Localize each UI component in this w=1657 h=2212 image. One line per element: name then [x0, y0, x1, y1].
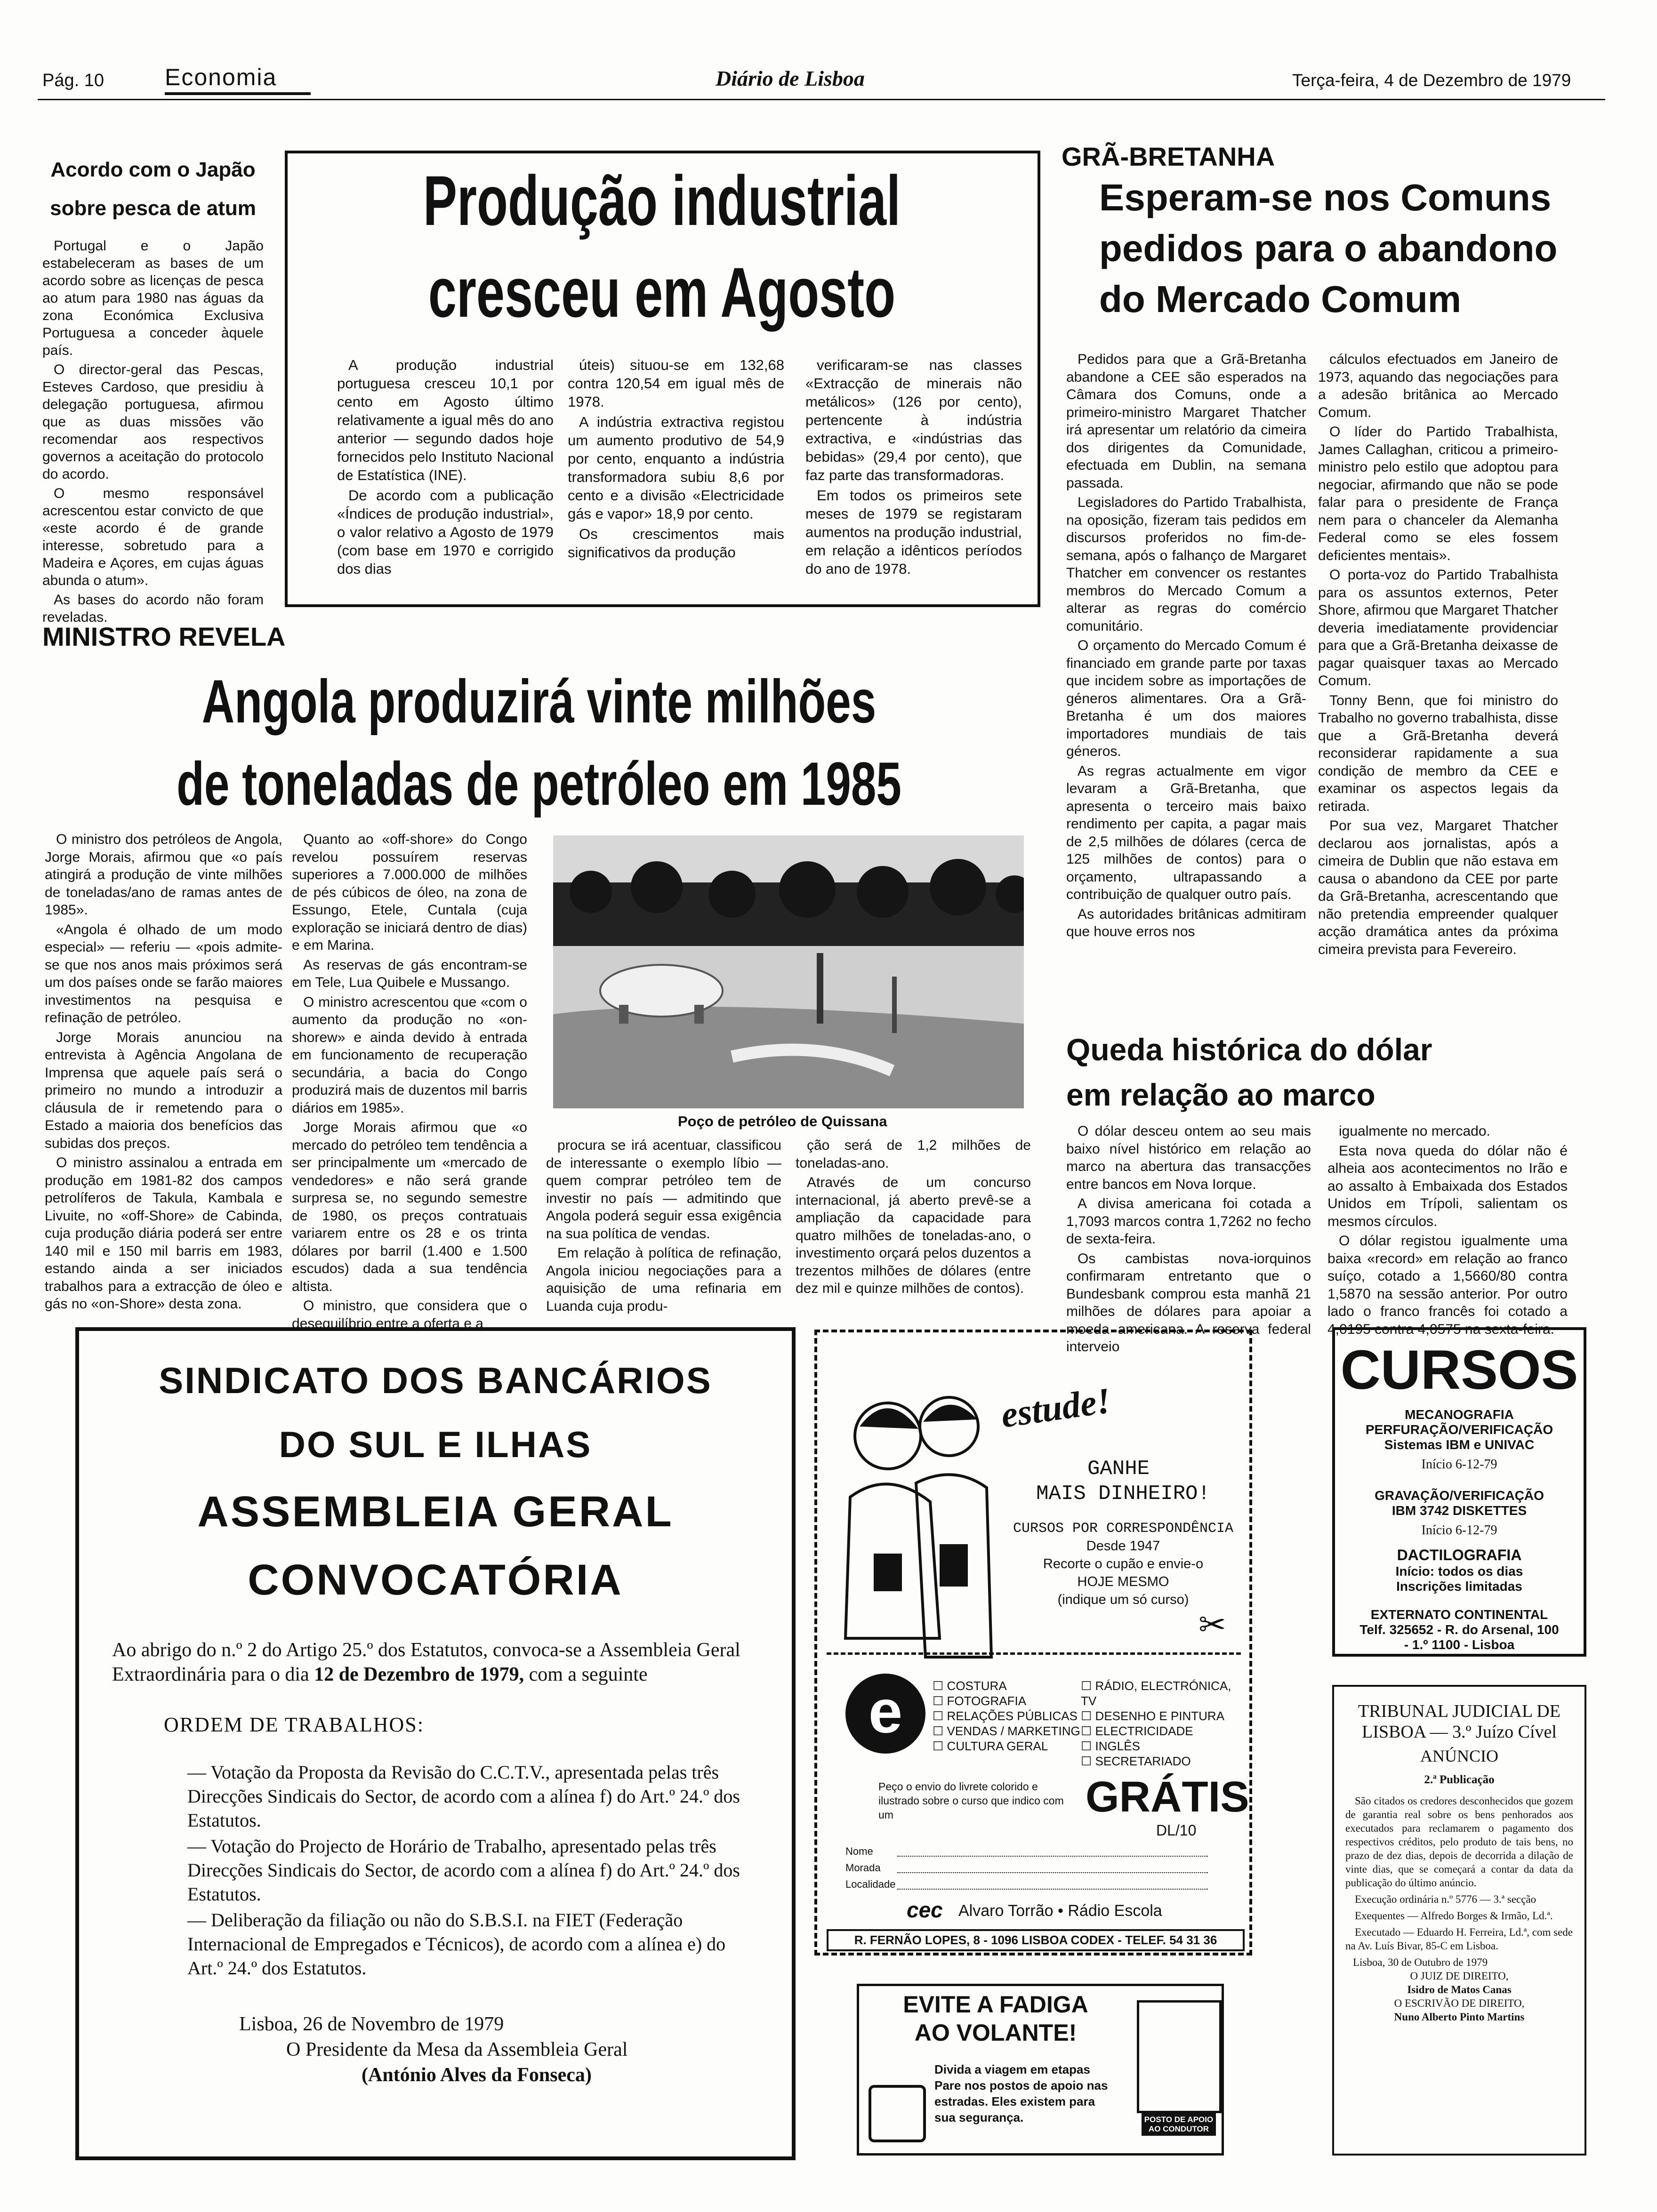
- industrial-headline-1: Produção industrial: [423, 161, 901, 240]
- angola-col1: [45, 831, 282, 1315]
- paragraph: O ministro, que considera que o desequilíbrio entre a oferta e a: [292, 1298, 527, 1331]
- paragraph: O líder do Partido Trabalhista, James Callaghan, criticou a primeiro-ministro pelo estilo que adoptou para negociar, afirmando que não se pode falar para o presidente de França nem para o chanceler da Alemanha Federal como se eles fossem deficientes mentais».: [1318, 424, 1558, 563]
- paragraph: «Angola é olhado de um modo especial» — referiu — «pois admite-se que nos anos mais próximos será um dos países onde se farão maiores investimentos na pesquisa e refinação de petróleo.: [45, 922, 282, 1026]
- angola-headline-2: de toneladas de petróleo em 1985: [177, 749, 901, 818]
- paragraph: Esta nova queda do dólar não é alheia aos acontecimentos no Irão e ao assalto à Embaixada dos Estados Unidos em Trípoli, salientam os mesmos círculos.: [1327, 1143, 1568, 1229]
- paragraph: Através de um concurso internacional, já aberto prevê-se a ampliação da capacidade para quatro milhões de toneladas-ano, o investimento orçará pelos duzentos a trezentos milhões de dólares (entre dez mil e quinze milhões de contos).: [796, 1175, 1031, 1296]
- angola-col2: [292, 831, 527, 1334]
- cursos-l11: EXTERNATO CONTINENTAL: [1370, 1607, 1548, 1622]
- photo-caption: Poço de petróleo de Quissana: [678, 1113, 887, 1130]
- paragraph: O dólar desceu ontem ao seu mais baixo nível histórico em relação ao marco na abertura das transacções entre bancos em Nova Iorque.: [1066, 1123, 1311, 1192]
- coupon-code: DL/10: [1156, 1822, 1197, 1839]
- paragraph: igualmente no mercado.: [1339, 1123, 1490, 1139]
- cursos-l8: DACTILOGRAFIA: [1397, 1547, 1522, 1563]
- course-option[interactable]: ☐ ELECTRICIDADE: [1081, 1724, 1193, 1738]
- cursos-l5: GRAVAÇÃO/VERIFICAÇÃO: [1375, 1488, 1544, 1503]
- angola-col4: [796, 1137, 1031, 1299]
- peco-text: Peço o envio do livrete colorido e ilustrado sobre o curso que indico com um: [878, 1780, 1064, 1821]
- sindicato-sign-date: Lisboa, 26 de Novembro de 1979: [239, 2013, 504, 2035]
- form-name-field[interactable]: [897, 1855, 1208, 1857]
- tribunal-escrivao: O ESCRIVÃO DE DIREITO,: [1394, 1997, 1525, 2009]
- meeting-date: 12 de Dezembro de 1979,: [314, 1664, 524, 1685]
- estude-text: estude!: [998, 1379, 1113, 1435]
- oil-well-photo: [553, 835, 1024, 1108]
- industrial-box: [285, 151, 1040, 607]
- paragraph: Jorge Morais afirmou que «o mercado do petróleo tem tendência a ser principalmente um «mercado de vendedores» e não será grande surpresa se, no segundo semestre de 1980, os preços contratuais variarem entre os 28 e os trinta dólares por barril (1.400 e 1.500 escudos) dada a sua tendência altista.: [292, 1120, 527, 1294]
- paragraph: Quanto ao «off-shore» do Congo revelou possuírem reservas superiores a 7.000.000 de milhões de pés cúbicos de óleo, na zona de Essungo, Etele, Cuntala (cuja exploração se iniciará dentro de dias) e em Marina.: [292, 832, 527, 953]
- agenda-item: — Votação do Projecto de Horário de Trabalho, apresentado pelas três Direcções Sindicais do Sector, de acordo com a alínea f) do Art.º 24.º dos Estatutos.: [187, 1835, 740, 1905]
- course-option[interactable]: ☐ COSTURA: [933, 1679, 1007, 1693]
- cursos-ad: [1332, 1327, 1586, 1657]
- ordem-title: ORDEM DE TRABALHOS:: [164, 1713, 425, 1736]
- paragraph: As regras actualmente em vigor levaram a Grã-Bretanha, que apresenta o terceiro mais baixo rendimento per capita, a pagar mais de 2,5 milhões de dólares (cerca de 125 milhões de contos) para o orçamento, ultrapassando a contribuição de qualquer outro país.: [1066, 763, 1306, 902]
- ordem-items: [187, 1760, 754, 1980]
- cursos-l3: Sistemas IBM e UNIVAC: [1384, 1437, 1535, 1452]
- course-option[interactable]: ☐ RÁDIO, ELECTRÓNICA, TV: [1081, 1679, 1231, 1708]
- sindicato-sign-role: O Presidente da Mesa da Assembleia Geral: [286, 2039, 628, 2060]
- tribunal-exec-1: Execução ordinária n.º 5776 — 3.ª secção: [1355, 1893, 1536, 1905]
- sindicato-line-4: CONVOCATÓRIA: [248, 1556, 623, 1604]
- form-city-label: Localidade: [845, 1878, 896, 1890]
- fadiga-ad: [857, 1984, 1224, 2156]
- paragraph: As reservas de gás encontram-se em Tele, Lua Quibele e Mussango.: [292, 957, 527, 990]
- paragraph: O mesmo responsável acrescentou estar convicto de que «este acordo é de grande interesse, sobretudo para a Madeira e Açores, em cujas águas abunda o atum».: [42, 486, 264, 588]
- angola-headline-1: Angola produzirá vinte milhões: [201, 667, 877, 736]
- dollar-headline-2: em relação ao marco: [1066, 1077, 1375, 1112]
- paragraph: Tonny Benn, que foi ministro do Trabalho no governo trabalhista, disse que a Grã-Bretanha deverá reconsiderar rapidamente a sua condição de membro da CEE e examinar os aspectos legais da retirada.: [1318, 692, 1558, 814]
- sindicato-line-3: ASSEMBLEIA GERAL: [197, 1488, 674, 1536]
- tribunal-juiz: O JUIZ DE DIREITO,: [1410, 1970, 1509, 1982]
- paragraph: Pedidos para que a Grã-Bretanha abandone a CEE são esperados na Câmara dos Comuns, onde a primeiro-ministro Margaret Thatcher irá apresentar um relatório da cimeira dos dirigentes da Comunidade, efectuada em Dublin, na semana passada.: [1066, 352, 1306, 491]
- gratis-text: GRÁTIS: [1086, 1773, 1249, 1821]
- fadiga-sign: POSTO DE APOIO AO CONDUTOR: [1142, 2113, 1216, 2136]
- paragraph: Em todos os primeiros sete meses de 1979 se registaram aumentos na produção industrial, em relação a idênticos períodos do ano de 1978.: [805, 487, 1022, 577]
- course-option[interactable]: ☐ FOTOGRAFIA: [933, 1694, 1027, 1708]
- course-option[interactable]: ☐ RELAÇÕES PÚBLICAS: [933, 1709, 1078, 1723]
- dollar-headline-1: Queda histórica do dólar: [1066, 1032, 1432, 1067]
- oil-well-illustration: [553, 835, 1024, 1108]
- paragraph: Em relação à política de refinação, Angola iniciou negociações para a aquisição de uma refinaria em Luanda cuja produ-: [546, 1245, 781, 1314]
- paragraph: Portugal e o Japão estabeleceram as bases de um acordo sobre as licenças de pesca ao atum para 1980 nas águas da zona Económica Exclusiva Portuguesa a conceder àquele país.: [42, 238, 264, 358]
- sindicato-ad: [75, 1327, 796, 2160]
- tribunal-title: TRIBUNAL JUDICIAL DE LISBOA — 3.º Juízo Cível: [1358, 1701, 1560, 1742]
- form-address-label: Morada: [845, 1862, 881, 1874]
- paragraph: A produção industrial portuguesa cresceu 10,1 por cento em Agosto último relativamente a igual mês do ano anterior — segundo dados hoje fornecidos pelo Instituto Nacional de Estatística (INE).: [337, 357, 554, 483]
- industrial-col2: [568, 356, 784, 563]
- course-option[interactable]: ☐ SECRETARIADO: [1081, 1754, 1191, 1768]
- cec-brand: cec: [907, 1898, 943, 1922]
- dollar-col1: [1066, 1122, 1311, 1358]
- indique-text: (indique um só curso): [1057, 1592, 1189, 1607]
- sindicato-intro: [112, 1638, 764, 1687]
- paragraph: O orçamento do Mercado Comum é financiado em grande parte por taxas que incidem sobre as importações de géneros alimentares. Ora a Grã-Bretanha é um dos maiores importadores mundiais de tais géneros.: [1066, 638, 1306, 759]
- paragraph: ção será de 1,2 milhões de toneladas-ano.: [796, 1138, 1031, 1171]
- sindicato-line-2: DO SUL E ILHAS: [279, 1424, 592, 1465]
- angola-col3: [546, 1137, 781, 1317]
- paragraph: O dólar registou igualmente uma baixa «record» em relação ao franco suíço, cotado a 1,5660/80 contra 1,5870 na sessão anterior. Por outro lado o franco francês foi cotado a 4,0195 contra 4,0575 na sexta-feira.: [1327, 1233, 1568, 1337]
- tribunal-date: Lisboa, 30 de Outubro de 1979: [1353, 1956, 1488, 1968]
- course-options-left: [933, 1678, 1080, 1754]
- uk-article: [1062, 141, 1610, 322]
- tribunal-escrivao-name: Nuno Alberto Pinto Martins: [1394, 2011, 1525, 2023]
- masthead: Diário de Lisboa: [716, 66, 865, 90]
- students-illustration: [831, 1375, 1001, 1685]
- course-option[interactable]: ☐ INGLÊS: [1081, 1739, 1140, 1753]
- uk-headline-3: do Mercado Comum: [1099, 278, 1461, 320]
- cut-line: [827, 1652, 1241, 1655]
- cursos-l13: - 1.º 1100 - Lisboa: [1404, 1637, 1515, 1652]
- uk-headline-2: pedidos para o abandono: [1099, 227, 1558, 269]
- recorte-text: Recorte o cupão e envie-o: [1043, 1556, 1204, 1571]
- tribunal-anuncio: ANÚNCIO: [1420, 1747, 1498, 1765]
- cursos-l4: Início 6-12-79: [1421, 1457, 1497, 1472]
- cursos-l9: Início: todos os dias: [1395, 1564, 1523, 1579]
- uk-col1: [1066, 351, 1306, 943]
- form-city-field[interactable]: [897, 1888, 1208, 1890]
- fadiga-line-1: EVITE A FADIGA: [903, 1991, 1088, 2018]
- intro-text: Ao abrigo do n.º 2 do Artigo 25.º dos Estatutos, convoca-se a Assembleia Geral Extraordinária para o dia: [112, 1639, 740, 1685]
- tribunal-exec-3: Executado — Eduardo H. Ferreira, Ld.ª, com sede na Av. Luís Bivar, 85-C em Lisboa.: [1345, 1926, 1573, 1952]
- angola-kicker: MINISTRO REVELA: [42, 622, 286, 651]
- cursos-title: CURSOS: [1340, 1339, 1578, 1401]
- japan-body: [42, 237, 264, 626]
- sindicato-sign-name: (António Alves da Fonseca): [362, 2064, 592, 2086]
- cursos-l12: Telf. 325652 - R. do Arsenal, 100: [1359, 1622, 1559, 1637]
- course-option[interactable]: ☐ CULTURA GERAL: [933, 1739, 1048, 1753]
- cursos-l10: Inscrições limitadas: [1396, 1579, 1522, 1594]
- industrial-col3: [805, 356, 1022, 580]
- dollar-article: [1066, 1028, 1603, 1116]
- cec-brand-line: Alvaro Torrão • Rádio Escola: [958, 1902, 1162, 1920]
- scissors-icon: ✂: [1199, 1606, 1226, 1643]
- section-title: Economia: [165, 64, 277, 90]
- paragraph: As bases do acordo não foram reveladas.: [42, 592, 264, 625]
- cursos-correspondencia: CURSOS POR CORRESPONDÊNCIA: [1013, 1521, 1234, 1537]
- hoje-text: HOJE MESMO: [1077, 1574, 1169, 1589]
- paragraph: O ministro assinalou a entrada em produção em 1981-82 dos campos petrolíferos de Takula, Kambala e Livuite, no «off-Shore» de Cabinda, cuja produção diária poderá ser entre 140 mil e 150 mil barris em 1983, estando ainda a ser iniciados trabalhos para a extracção de óleo e gás no «on-Shore» desta zona.: [45, 1155, 282, 1312]
- japan-headline: Acordo com o Japão sobre pesca de atum: [50, 158, 256, 220]
- paragraph: As autoridades britânicas admitiram que houve erros nos: [1066, 906, 1306, 939]
- cec-address: R. FERNÃO LOPES, 8 - 1096 LISBOA CODEX - TELEF. 54 31 36: [827, 1929, 1245, 1951]
- paragraph: verificaram-se nas classes «Extracção de minerais não metálicos» (126 por cento), pertencente à indústria extractiva, e «indústrias das bebidas» (29,4 por cento), que faz parte das transformadoras.: [805, 357, 1022, 483]
- industrial-col1: [337, 356, 554, 580]
- paragraph: A divisa americana foi cotada a 1,7093 marcos contra 1,7262 no fecho de sexta-feira.: [1066, 1196, 1311, 1247]
- section-underline: [165, 92, 311, 95]
- fadiga-logo-icon: [869, 2085, 926, 2142]
- form-address-field[interactable]: [897, 1871, 1208, 1873]
- header-rule: [38, 99, 1605, 100]
- paragraph: O ministro dos petróleos de Angola, Jorge Morais, afirmou que «o país atingirá a produção de vinte milhões de toneladas/ano de ramas antes de 1985».: [45, 832, 282, 918]
- japan-article: [42, 151, 264, 628]
- issue-date: Terça-feira, 4 de Dezembro de 1979: [1292, 71, 1571, 90]
- tribunal-body: São citados os credores desconhecidos que gozem de garantia real sobre os bens penhorados aos executados para reclamarem o pagamento dos respectivos créditos, pelo produto de tais bens, no prazo de dez dias, depois de decorrida a dilação de vinte dias, que se começará a contar da data da publicação do último anúncio.: [1345, 1795, 1573, 1889]
- course-option[interactable]: ☐ DESENHO E PINTURA: [1081, 1709, 1225, 1723]
- agenda-item: — Deliberação da filiação ou não do S.B.S.I. na FIET (Federação Internacional de Empregados e Técnicos), de acordo com a alínea e) do Art.º 24.º dos Estatutos.: [187, 1909, 726, 1979]
- paragraph: O director-geral das Pescas, Esteves Cardoso, que presidiu à delegação portuguesa, afirmou que as duas missões vão recomendar aos respectivos governos a aceitação do protocolo do acordo.: [42, 362, 264, 482]
- paragraph: O porta-voz do Partido Trabalhista para os assuntos externos, Peter Shore, afirmou que Margaret Thatcher deveria imediatamente providenciar para que a Grã-Bretanha deixasse de pagar quaisquer taxas ao Mercado Comum.: [1318, 567, 1558, 689]
- paragraph: cálculos efectuados em Janeiro de 1973, aquando das negociações para a adesão britânica ao Mercado Comum.: [1318, 352, 1558, 420]
- course-option[interactable]: ☐ VENDAS / MARKETING: [933, 1724, 1080, 1738]
- paragraph: De acordo com a publicação «Índices de produção industrial», o valor relativo a Agosto de 1979 (com base em 1970 e corrigido dos dias: [337, 487, 554, 577]
- tribunal-notice: [1332, 1685, 1586, 2156]
- tribunal-juiz-name: Isidro de Matos Canas: [1407, 1984, 1512, 1996]
- industrial-headline-2: cresceu em Agosto: [428, 253, 896, 332]
- uk-kicker: GRÃ-BRETANHA: [1062, 142, 1275, 171]
- paragraph: Os crescimentos mais significativos da produção: [568, 526, 784, 561]
- fadiga-building-icon: [1137, 2000, 1222, 2113]
- fadiga-body: Divida a viagem em etapas Pare nos postos de apoio nas estradas. Eles existem para sua segurança.: [934, 2062, 1108, 2124]
- cursos-l6: IBM 3742 DISKETTES: [1392, 1503, 1527, 1518]
- agenda-item: — Votação da Proposta da Revisão do C.C.T.V., apresentada pelas três Direcções Sindicais do Sector, de acordo com a alínea f) do Art.º 24.º dos Estatutos.: [187, 1762, 740, 1831]
- paragraph: Jorge Morais anunciou na entrevista à Agência Angolana de Imprensa que aquele país será o primeiro no mundo a introduzir a cláusula de ir remetendo para o Estado a maioria dos benefícios das subidas dos preços.: [45, 1029, 282, 1151]
- mais-dinheiro-text: MAIS DINHEIRO!: [1036, 1482, 1210, 1506]
- intro-text: com a seguinte: [529, 1664, 648, 1685]
- cursos-l2: PERFURAÇÃO/VERIFICAÇÃO: [1365, 1422, 1553, 1437]
- fadiga-line-2: AO VOLANTE!: [914, 2020, 1077, 2046]
- tribunal-publicacao: 2.ª Publicação: [1424, 1773, 1495, 1786]
- form-name-label: Nome: [845, 1845, 873, 1857]
- tribunal-exec-2: Exequentes — Alfredo Borges & Irmão, Ld.ª.: [1355, 1910, 1553, 1922]
- uk-headline-1: Esperam-se nos Comuns: [1099, 176, 1552, 218]
- cursos-l7: Início 6-12-79: [1421, 1523, 1497, 1538]
- paragraph: Legisladores do Partido Trabalhista, na oposição, fizeram tais pedidos em discursos proferidos no fim-de-semana, após o falhanço de Margaret Thatcher em convencer os restantes membros do Mercado Comum a alterar as regras do comércio comunitário.: [1066, 495, 1306, 634]
- paragraph: O ministro acrescentou que «com o aumento da produção no «on-shorew» e ainda devido à entrada em funcionamento de recuperação secundária, a bacia do Congo produzirá mais de duzentos mil barris diários em 1985».: [292, 994, 527, 1116]
- course-options-right: [1081, 1678, 1249, 1769]
- page-number: Pág. 10: [42, 71, 104, 90]
- cursos-l1: MECANOGRAFIA: [1405, 1407, 1514, 1422]
- dollar-col2: [1327, 1122, 1568, 1340]
- paragraph: Por sua vez, Margaret Thatcher declarou aos jornalistas, após a cimeira de Dublin que não estava em causa o abandono da CEE por parte da Grã-Bretanha, acrescentando que não pretendia empreender qualquer acção dramática antes da próxima cimeira prevista para Fevereiro.: [1318, 818, 1558, 957]
- paragraph: úteis) situou-se em 132,68 contra 120,54 em igual mês de 1978.: [568, 357, 784, 410]
- cec-ad: [814, 1330, 1252, 1956]
- paragraph: Os cambistas nova-iorquinos confirmaram entretanto que o Bundesbank comprou esta manhã 21 milhões de dólares para apoiar a moeda americana. A reserva federal interveio: [1066, 1250, 1311, 1354]
- cec-logo-icon: e: [845, 1674, 925, 1754]
- desde-text: Desde 1947: [1086, 1539, 1160, 1554]
- ganhe-text: GANHE: [1087, 1457, 1150, 1481]
- uk-col2: [1318, 351, 1558, 960]
- paragraph: A indústria extractiva registou um aumento produtivo de 54,9 por cento, enquanto a indústria transformadora subiu 8,6 por cento e a divisão «Electricidade gás e vapor» 18,9 por cento.: [568, 414, 784, 522]
- paragraph: procura se irá acentuar, classificou de interessante o exemplo líbio — quem comprar petróleo tem de investir no país — admitindo que Angola poderá seguir essa exigência na sua política de vendas.: [546, 1138, 781, 1242]
- sindicato-line-1: SINDICATO DOS BANCÁRIOS: [159, 1360, 712, 1401]
